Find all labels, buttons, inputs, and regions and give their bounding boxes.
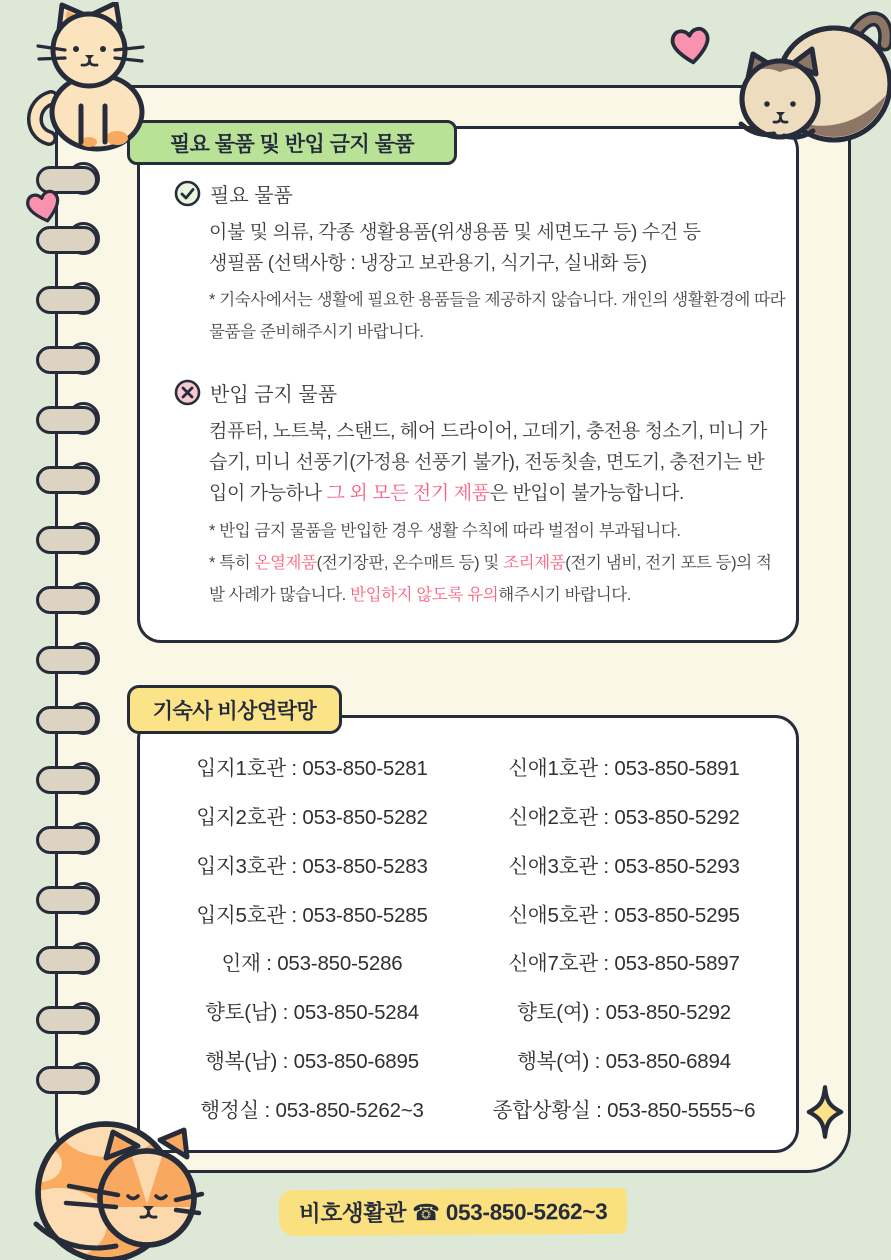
ring-bar — [36, 1066, 98, 1094]
prohibited-items-note-1: * 반입 금지 물품을 반입한 경우 생활 수칙에 따라 벌점이 부과됩니다. — [209, 522, 681, 540]
required-items-heading — [174, 179, 770, 208]
contact-right-row-2: 신애2호관 : 053-850-5292 — [508, 806, 740, 830]
sparkle-icon — [806, 1085, 844, 1139]
prohibited-items-title: 반입 금지 물품 — [210, 384, 338, 406]
contact-left-row-5: 인재 : 053-850-5286 — [221, 952, 403, 976]
binder-ring — [36, 226, 98, 254]
items-card — [137, 126, 799, 643]
ring-bar — [36, 826, 98, 854]
binder-ring — [36, 1006, 98, 1034]
contact-right-row-6: 향토(여) : 053-850-5292 — [517, 1001, 731, 1025]
required-items-body — [209, 217, 781, 279]
text-segment: 해주시기 바랍니다. — [498, 586, 631, 604]
section-spacer — [174, 348, 770, 378]
ring-bar — [36, 766, 98, 794]
contact-right-row-7: 행복(여) : 053-850-6894 — [517, 1049, 731, 1073]
contact-left-row-1: 입지1호관 : 053-850-5281 — [196, 757, 428, 781]
ring-bar — [36, 706, 98, 734]
ring-bar — [36, 226, 98, 254]
prohibited-items-note-2 — [209, 547, 787, 611]
ring-bar — [36, 286, 98, 314]
binder-ring — [36, 826, 98, 854]
contact-left-row-8: 행정실 : 053-850-5262~3 — [200, 1098, 424, 1122]
contact-left-row-2: 입지2호관 : 053-850-5282 — [196, 806, 428, 830]
binder-ring — [36, 466, 98, 494]
items-section-badge — [127, 120, 457, 165]
ring-bar — [36, 346, 98, 374]
items-badge-label: 필요 물품 및 반입 금지 물품 — [169, 132, 415, 156]
contacts-section-badge — [127, 685, 342, 734]
footer-contact: 비호생활관 ☎ 053-850-5262~3 — [279, 1188, 628, 1236]
check-icon — [174, 180, 201, 207]
ring-bar — [36, 406, 98, 434]
binder-ring — [36, 406, 98, 434]
ring-bar — [36, 526, 98, 554]
required-line-1: 이불 및 의류, 각종 생활용품(위생용품 및 세면도구 등) 수건 등 — [209, 222, 701, 243]
sitting-cat-illustration — [25, 2, 160, 152]
ring-bar — [36, 946, 98, 974]
ring-bar — [36, 646, 98, 674]
contact-left-row-4: 입지5호관 : 053-850-5285 — [196, 903, 428, 927]
contact-right-row-4: 신애5호관 : 053-850-5295 — [508, 903, 740, 927]
contact-left-row-3: 입지3호관 : 053-850-5283 — [196, 854, 428, 878]
text-segment: (전기 냄비, 전기 포트 등)의 적발 사례가 많습니다. — [209, 554, 772, 604]
contacts-badge-label: 기숙사 비상연락망 — [152, 699, 317, 723]
accent-text: 온열제품 — [254, 554, 317, 572]
ring-bar — [36, 886, 98, 914]
text-segment: * 특히 — [209, 554, 255, 572]
heart-icon — [665, 21, 717, 71]
ring-bar — [36, 466, 98, 494]
prohibited-items-body — [209, 416, 781, 509]
text-segment: 컴퓨터, 노트북, 스탠드, 헤어 드라이어, 고데기, 충전용 청소기, 미니 가습기, 미니 선풍기(가정용 선풍기 불가), 전동칫솔, 면도기, 충전기는 반입이 가능하나 — [209, 421, 767, 504]
binder-ring — [36, 286, 98, 314]
binder-ring — [36, 706, 98, 734]
binder-ring — [36, 766, 98, 794]
contact-left-row-6: 향토(남) : 053-850-5284 — [205, 1001, 419, 1025]
contact-right-row-3: 신애3호관 : 053-850-5293 — [508, 854, 740, 878]
contact-right-row-1: 신애1호관 : 053-850-5891 — [508, 757, 740, 781]
binder-ring — [36, 346, 98, 374]
text-segment: 은 반입이 불가능합니다. — [489, 483, 684, 504]
contact-right-row-5: 신애7호관 : 053-850-5897 — [508, 952, 740, 976]
required-line-2: 생필품 (선택사항 : 냉장고 보관용기, 식기구, 실내화 등) — [209, 253, 647, 274]
binder-ring — [36, 646, 98, 674]
contact-left-row-7: 행복(남) : 053-850-6895 — [205, 1049, 419, 1073]
binder-ring — [36, 526, 98, 554]
accent-text: 반입하지 않도록 유의 — [350, 586, 499, 604]
required-items-title: 필요 물품 — [210, 185, 293, 207]
binder-ring — [36, 586, 98, 614]
contact-right-row-8: 종합상황실 : 053-850-5555~6 — [492, 1098, 756, 1122]
ring-bar — [36, 586, 98, 614]
required-items-note: * 기숙사에서는 생활에 필요한 용품들을 제공하지 않습니다. 개인의 생활환경에 따라 물품을 준비해주시기 바랍니다. — [209, 291, 786, 341]
accent-text: 그 외 모든 전기 제품 — [326, 483, 490, 504]
lying-cat-illustration — [736, 4, 891, 154]
text-segment: (전기장판, 온수매트 등) 및 — [316, 554, 504, 572]
prohibited-items-heading — [174, 378, 770, 407]
binder-ring — [36, 946, 98, 974]
binder-ring — [36, 886, 98, 914]
contacts-card contacts-grid — [137, 715, 799, 1153]
x-circle-icon — [174, 379, 201, 406]
curled-cat-illustration — [14, 1112, 209, 1260]
ring-bar — [36, 1006, 98, 1034]
accent-text: 조리제품 — [503, 554, 566, 572]
binder-ring — [36, 1066, 98, 1094]
